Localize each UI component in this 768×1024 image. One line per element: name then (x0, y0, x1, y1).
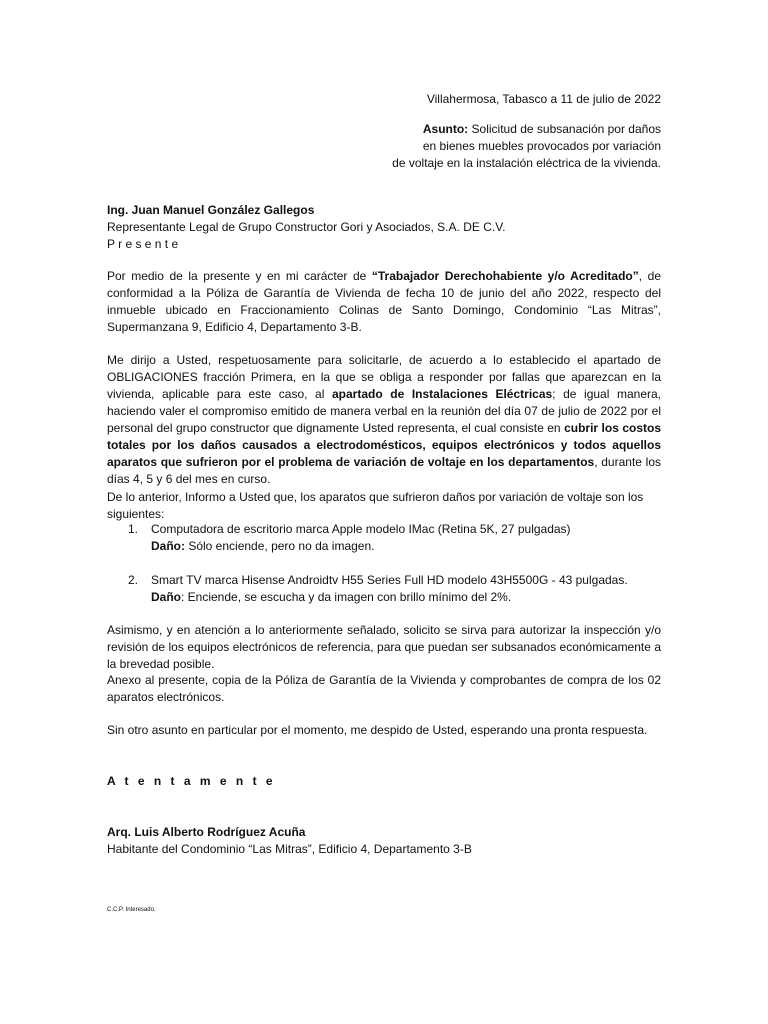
p1-emphasis: “Trabajador Derechohabiente y/o Acreditado” (371, 269, 639, 283)
closing-salutation: A t e n t a m e n t e (107, 774, 276, 788)
paragraph-3: De lo anterior, Informo a Usted que, los aparatos que sufrieron daños por variación de voltaje son los siguientes: (107, 490, 644, 521)
paragraph-5: Anexo al presente, copia de la Póliza de Garantía de la Vivienda y comprobantes de compra de los 02 aparatos electrónicos. (107, 673, 661, 704)
ccp-note: C.C.P. Interesado. (107, 907, 156, 913)
damage-text: Sólo enciende, pero no da imagen. (185, 539, 375, 553)
place-date: Villahermosa, Tabasco a 11 de julio de 2022 (426, 92, 661, 106)
damage-label: Daño: (151, 539, 185, 553)
addressee-presente: P r e s e n t e (107, 237, 179, 251)
addressee-name: Ing. Juan Manuel González Gallegos (107, 203, 315, 217)
list-item-damage (151, 589, 628, 606)
subject-text-1: Solicitud de subsanación por daños (471, 122, 661, 136)
list-item-body (151, 521, 571, 555)
subject-block (392, 121, 661, 172)
paragraph-1 (107, 268, 661, 336)
list-item-damage (151, 538, 571, 555)
addressee-block (107, 202, 661, 253)
paragraph-2 (107, 352, 661, 488)
addressee-role: Representante Legal de Grupo Constructor Gori y Asociados, S.A. DE C.V. (107, 220, 506, 234)
p2-emphasis-1: apartado de Instalaciones Eléctricas (331, 387, 553, 401)
damage-label: Daño (151, 590, 181, 604)
p1-text-c: , de conformidad a la Póliza de Garantía de Vivienda de fecha 10 de junio del año 2022, respecto del inmueble ubicado en Fraccionamiento Colinas de Santo Domingo, Condominio “Las Mitras”, Supermanzana 9, Edificio 4, Departamento 3-B. (107, 269, 661, 334)
p2-text-c: ; de igual manera, haciendo valer el compromiso emitido de manera verbal en la reunión del día 07 de julio de 2022 por el personal del grupo constructor que dignamente Usted representa, el cual consiste en (107, 387, 661, 435)
p1-text-a: Por medio de la presente y en mi carácter de (107, 269, 372, 283)
subject-line-3: de voltaje en la instalación eléctrica de la vivienda. (392, 156, 661, 170)
p2-emphasis-2: cubrir los costos totales por los daños causados a electrodomésticos, equipos electrónicos y todos aquellos aparatos que sufrieron por el problema de variación de voltaje en los departamentos (107, 421, 661, 469)
subject-label: Asunto: (422, 122, 469, 136)
list-item-device: Smart TV marca Hisense Androidtv H55 Series Full HD modelo 43H5500G - 43 pulgadas. (151, 573, 628, 587)
list-item-number: 2. (128, 573, 139, 587)
p2-text-e: , durante los días 4, 5 y 6 del mes en curso. (107, 455, 661, 486)
subject-line-1 (392, 121, 661, 138)
signer-role: Habitante del Condominio “Las Mitras”, Edificio 4, Departamento 3-B (107, 842, 472, 856)
paragraph-6: Sin otro asunto en particular por el momento, me despido de Usted, esperando una pronta respuesta. (107, 723, 648, 737)
signer-block (107, 824, 661, 858)
list-item-device: Computadora de escritorio marca Apple modelo IMac (Retina 5K, 27 pulgadas) (151, 522, 571, 536)
signer-name: Arq. Luis Alberto Rodríguez Acuña (107, 825, 306, 839)
list-item-body (151, 572, 628, 606)
p2-text-a: Me dirijo a Usted, respetuosamente para solicitarle, de acuerdo a lo establecido el apartado de OBLIGACIONES fracción Primera, en la que se obliga a responder por fallas que aparezcan en la vivienda, aplicable para este caso, al (107, 353, 661, 401)
paragraph-4: Asimismo, y en atención a lo anteriormente señalado, solicito se sirva para autorizar la inspección y/o revisión de los equipos electrónicos de referencia, para que puedan ser subsanados económicamente a la brevedad posible. (107, 623, 661, 671)
damage-text: : Enciende, se escucha y da imagen con brillo mínimo del 2%. (181, 590, 512, 604)
list-item-number: 1. (128, 522, 139, 536)
subject-line-2: en bienes muebles provocados por variación (422, 139, 661, 153)
